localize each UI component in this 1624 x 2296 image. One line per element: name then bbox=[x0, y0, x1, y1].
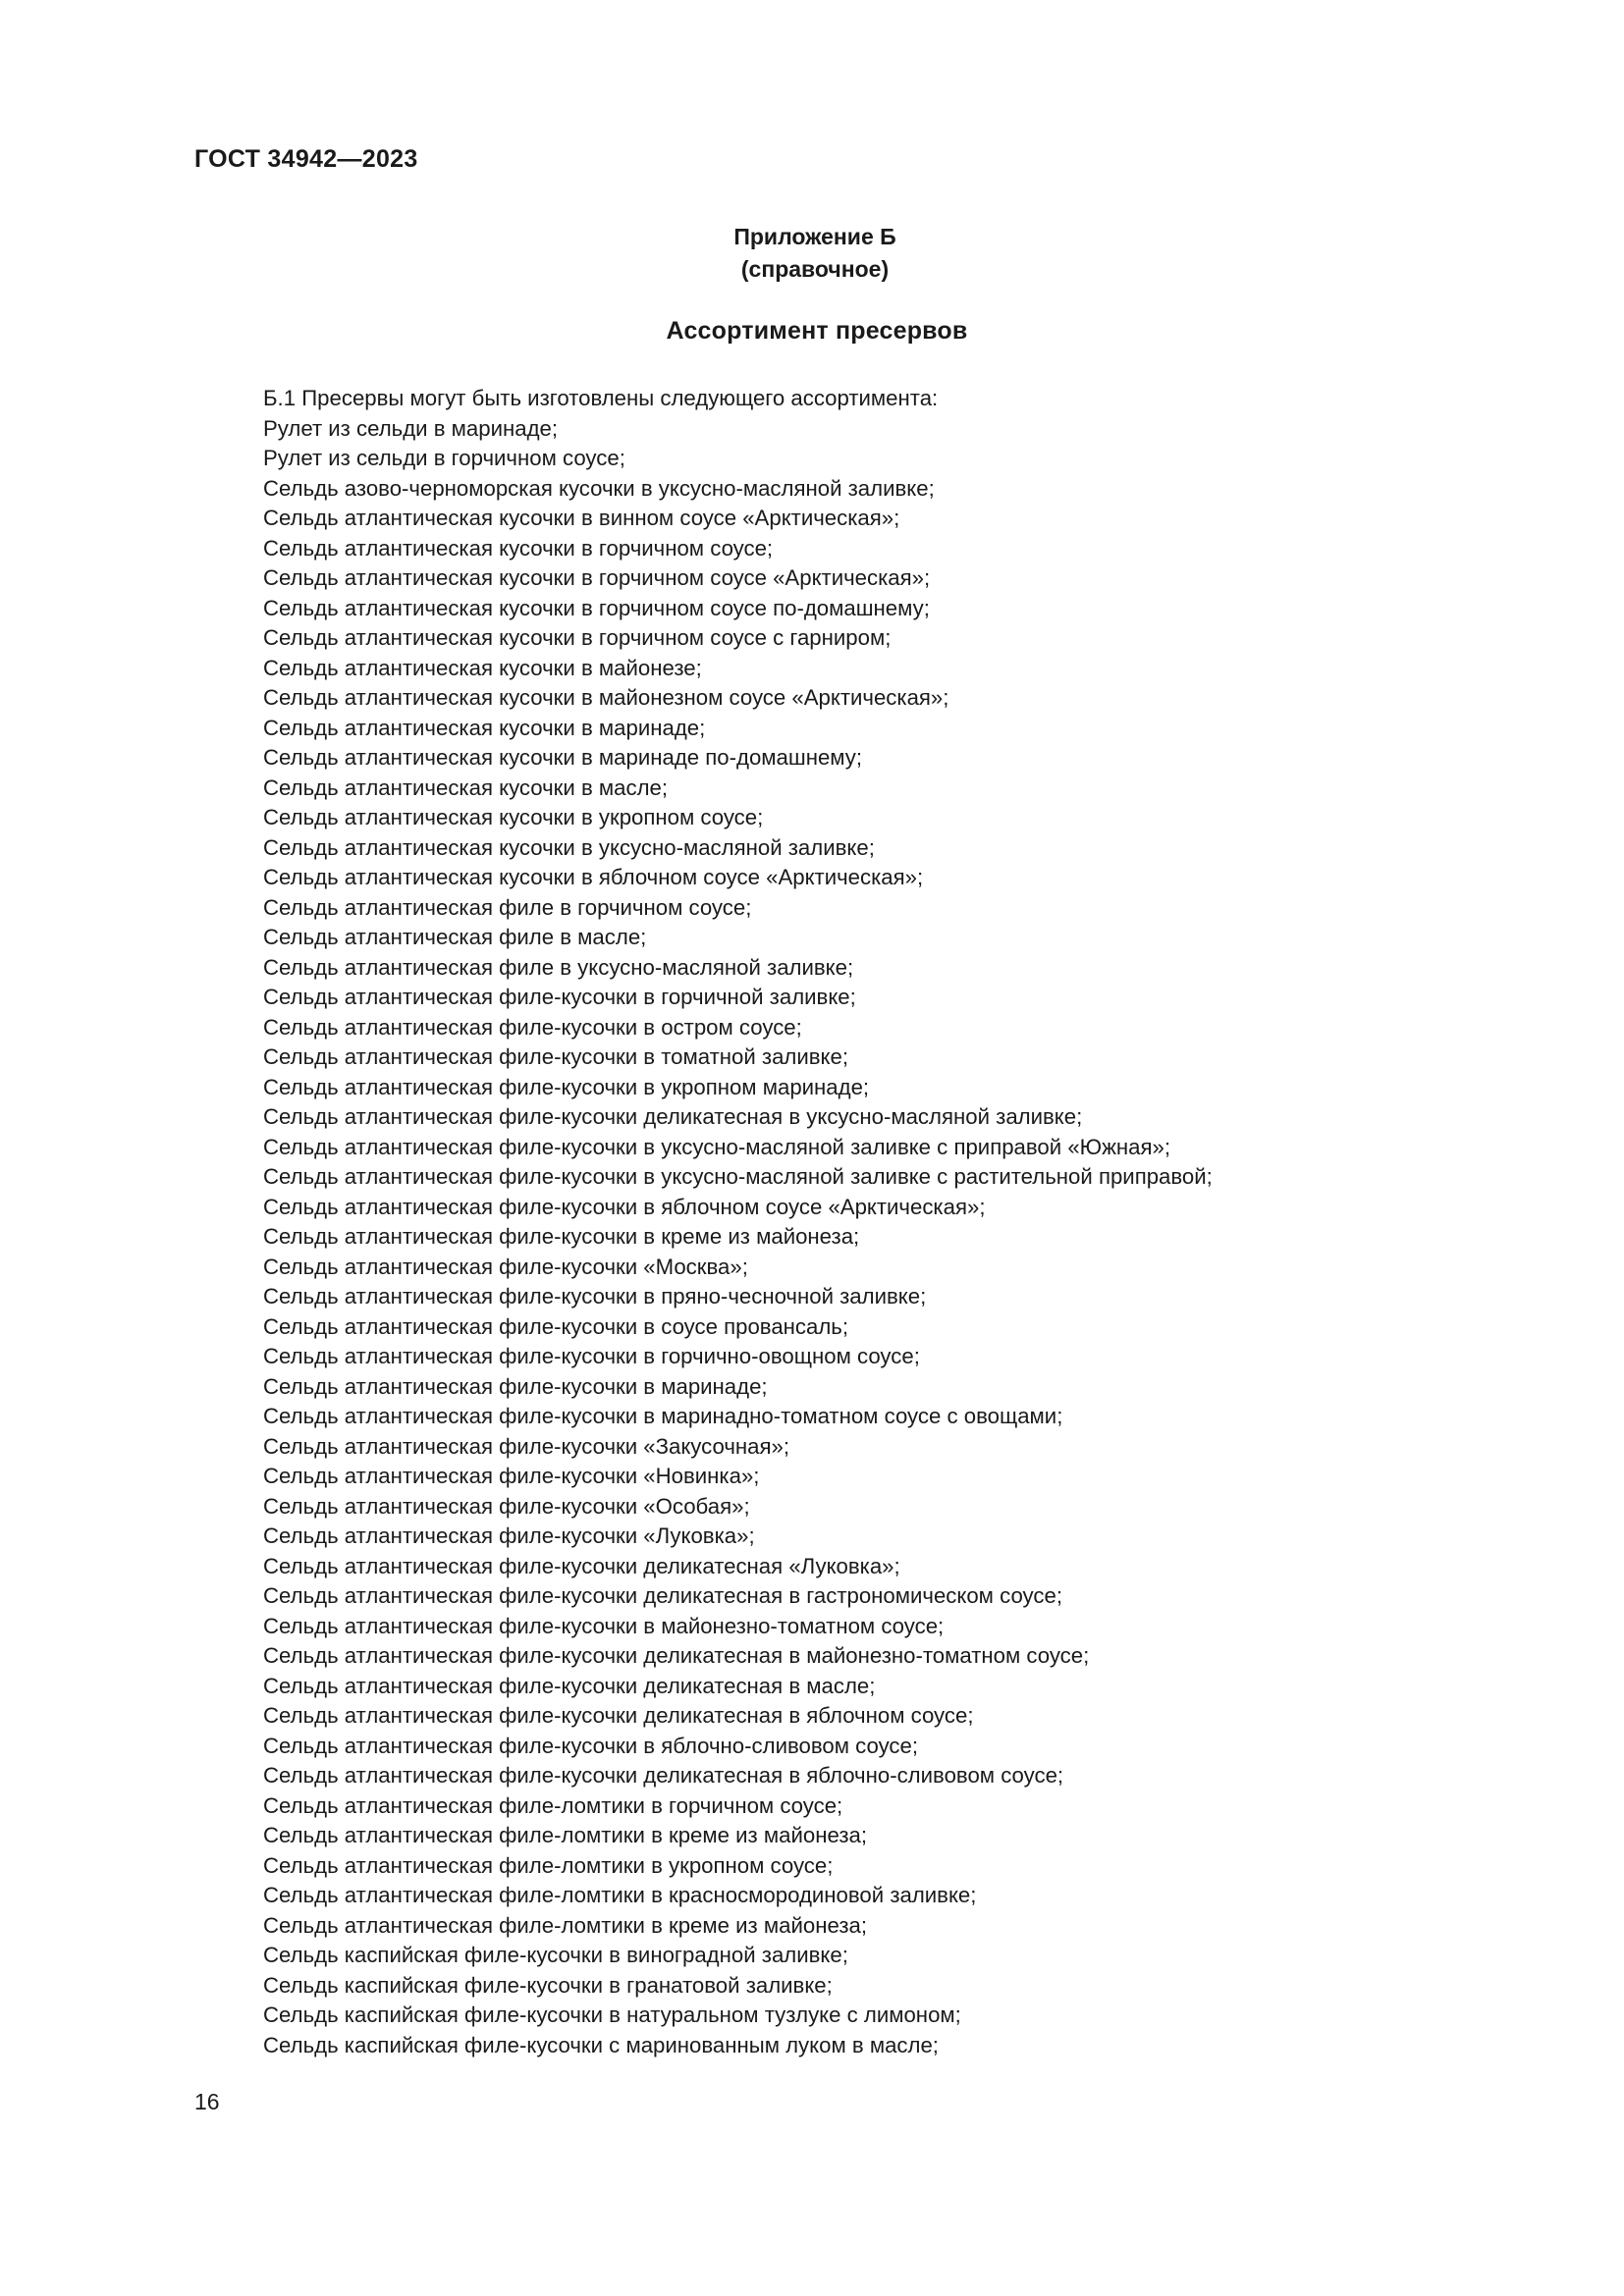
list-item: Сельдь атлантическая кусочки в масле; bbox=[263, 774, 669, 800]
list-item: Сельдь атлантическая кусочки в майонезе; bbox=[263, 655, 702, 680]
section-title: Ассортимент пресервов bbox=[666, 317, 968, 345]
list-item: Сельдь атлантическая филе-ломтики в горчичном соусе; bbox=[263, 1792, 843, 1818]
assortment-list bbox=[263, 414, 1213, 2061]
list-item: Сельдь атлантическая филе-кусочки «Луковка»; bbox=[263, 1523, 755, 1548]
list-item: Сельдь атлантическая филе-кусочки «Москва»; bbox=[263, 1254, 748, 1279]
list-item: Сельдь атлантическая филе-кусочки деликатесная в майонезно-томатном соусе; bbox=[263, 1643, 1090, 1668]
list-item: Сельдь атлантическая филе в масле; bbox=[263, 925, 647, 949]
list-item: Сельдь атлантическая филе-кусочки в соусе провансаль; bbox=[263, 1313, 849, 1339]
list-item: Сельдь атлантическая филе-кусочки в майонезно-томатном соусе; bbox=[263, 1613, 945, 1638]
list-item: Сельдь атлантическая филе-кусочки в горчично-овощном соусе; bbox=[263, 1344, 920, 1368]
list-item: Сельдь атлантическая филе-кусочки «Новинка»; bbox=[263, 1464, 760, 1488]
page-number: 16 bbox=[194, 2089, 220, 2114]
list-item: Сельдь атлантическая кусочки в маринаде по-домашнему; bbox=[263, 745, 863, 770]
list-item: Сельдь атлантическая филе-кусочки деликатесная в уксусно-масляной заливке; bbox=[263, 1104, 1083, 1129]
list-item: Сельдь атлантическая филе-кусочки в томатной заливке; bbox=[263, 1044, 848, 1069]
list-item: Сельдь атлантическая филе-кусочки в уксусно-масляной заливке с приправой «Южная»; bbox=[263, 1134, 1171, 1159]
annex-subtitle: (справочное) bbox=[740, 256, 890, 282]
list-item: Сельдь атлантическая филе-кусочки в пряно-чесночной заливке; bbox=[263, 1284, 927, 1308]
list-item: Сельдь атлантическая филе-кусочки деликатесная в гастрономическом соусе; bbox=[263, 1583, 1062, 1608]
list-item: Сельдь атлантическая филе-ломтики в креме из майонеза; bbox=[263, 1823, 867, 1847]
list-item: Сельдь атлантическая филе-кусочки деликатесная в масле; bbox=[263, 1673, 876, 1698]
list-item: Сельдь атлантическая кусочки в уксусно-масляной заливке; bbox=[263, 834, 875, 860]
list-item: Сельдь атлантическая филе-ломтики в укропном соусе; bbox=[263, 1852, 834, 1878]
list-item: Сельдь атлантическая филе-кусочки деликатесная в яблочном соусе; bbox=[263, 1703, 974, 1728]
list-item: Сельдь атлантическая кусочки в яблочном соусе «Арктическая»; bbox=[263, 865, 924, 889]
document-code-header: ГОСТ 34942—2023 bbox=[194, 145, 418, 173]
list-item: Сельдь атлантическая кусочки в винном соусе «Арктическая»; bbox=[263, 506, 900, 530]
annex-title: Приложение Б bbox=[733, 224, 896, 249]
list-item: Сельдь атлантическая филе-кусочки в уксусно-масляной заливке с растительной приправой; bbox=[263, 1164, 1213, 1189]
list-item: Сельдь атлантическая кусочки в маринаде; bbox=[263, 715, 706, 740]
list-item: Сельдь атлантическая филе-кусочки деликатесная «Луковка»; bbox=[263, 1553, 900, 1578]
list-item: Сельдь атлантическая филе-кусочки в яблочно-сливовом соусе; bbox=[263, 1733, 919, 1758]
list-item: Рулет из сельди в маринаде; bbox=[263, 415, 559, 441]
list-item: Сельдь атлантическая кусочки в горчичном соусе по-домашнему; bbox=[263, 595, 930, 620]
list-item: Сельдь атлантическая кусочки в горчичном соусе «Арктическая»; bbox=[263, 565, 931, 590]
list-item: Рулет из сельди в горчичном соусе; bbox=[263, 446, 625, 470]
list-item: Сельдь атлантическая филе-кусочки деликатесная в яблочно-сливовом соусе; bbox=[263, 1763, 1064, 1788]
list-item: Сельдь атлантическая филе-кусочки в яблочном соусе «Арктическая»; bbox=[263, 1194, 986, 1219]
list-item: Сельдь атлантическая кусочки в укропном соусе; bbox=[263, 805, 764, 829]
list-item: Сельдь атлантическая филе-ломтики в креме из майонеза; bbox=[263, 1912, 867, 1938]
list-item: Сельдь атлантическая филе-кусочки в маринаде; bbox=[263, 1373, 768, 1399]
list-item: Сельдь атлантическая филе-кусочки в остром соусе; bbox=[263, 1014, 802, 1040]
list-item: Сельдь атлантическая филе-кусочки в креме из майонеза; bbox=[263, 1224, 860, 1249]
list-item: Сельдь атлантическая филе-кусочки «Закусочная»; bbox=[263, 1433, 790, 1459]
list-item: Сельдь каспийская филе-кусочки в виноградной заливке; bbox=[263, 1943, 848, 1967]
list-item: Сельдь каспийская филе-кусочки в гранатовой заливке; bbox=[263, 1972, 833, 1998]
list-item: Сельдь атлантическая филе-кусочки в маринадно-томатном соусе с овощами; bbox=[263, 1404, 1063, 1428]
list-item: Сельдь атлантическая кусочки в майонезном соусе «Арктическая»; bbox=[263, 685, 949, 710]
list-item: Сельдь атлантическая филе-кусочки в укропном маринаде; bbox=[263, 1074, 870, 1099]
list-item: Сельдь атлантическая филе в горчичном соусе; bbox=[263, 894, 752, 920]
list-item: Сельдь атлантическая филе-ломтики в красносмородиновой заливке; bbox=[263, 1883, 977, 1907]
list-item: Сельдь каспийская филе-кусочки с маринованным луком в масле; bbox=[263, 2032, 939, 2057]
list-item: Сельдь атлантическая филе-кусочки «Особая»; bbox=[263, 1493, 750, 1519]
list-item: Сельдь каспийская филе-кусочки в натуральном тузлуке с лимоном; bbox=[263, 2002, 961, 2027]
list-item: Сельдь атлантическая филе в уксусно-масляной заливке; bbox=[263, 954, 854, 980]
list-item: Сельдь атлантическая филе-кусочки в горчичной заливке; bbox=[263, 985, 856, 1009]
intro-paragraph: Б.1 Пресервы могут быть изготовлены следующего ассортимента: bbox=[263, 386, 939, 410]
list-item: Сельдь атлантическая кусочки в горчичном соусе; bbox=[263, 535, 774, 561]
list-item: Сельдь атлантическая кусочки в горчичном соусе с гарниром; bbox=[263, 625, 892, 650]
list-item: Сельдь азово-черноморская кусочки в уксусно-масляной заливке; bbox=[263, 475, 935, 501]
